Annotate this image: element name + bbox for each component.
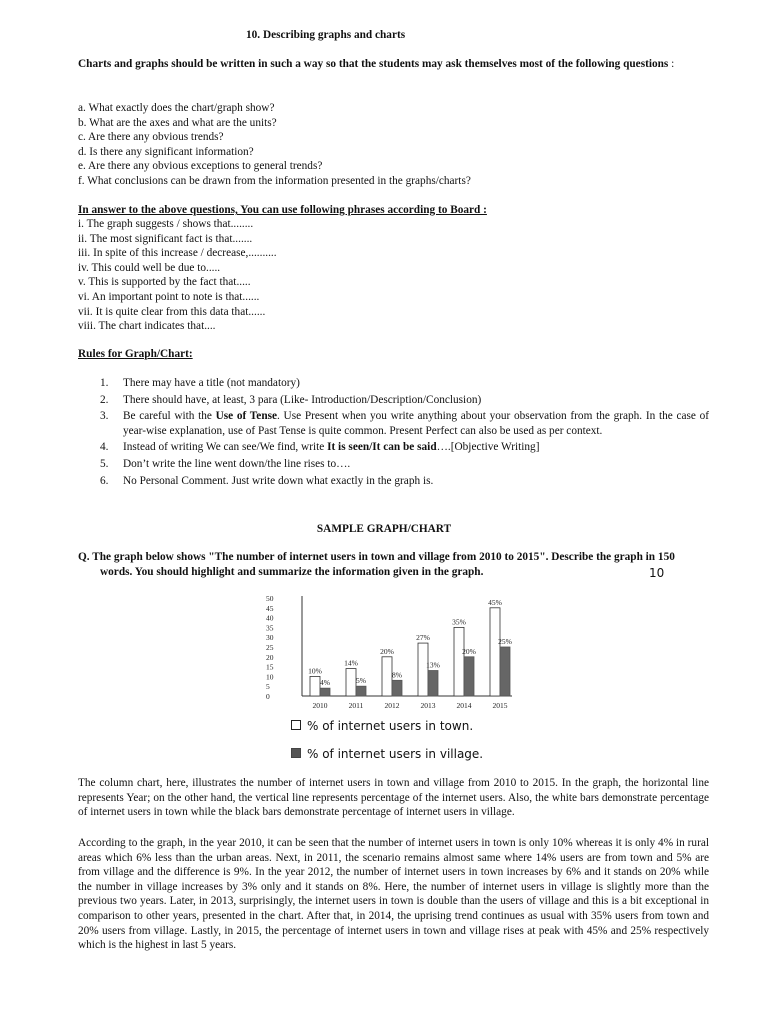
data-label: 4%	[320, 678, 330, 688]
page-number: 10	[649, 566, 665, 580]
legend-swatch-white	[291, 720, 301, 730]
village-bar	[356, 686, 366, 696]
data-label: 35%	[452, 617, 466, 627]
question-list	[78, 101, 718, 189]
rule-number: 5.	[100, 457, 109, 470]
legend-label-town: % of internet users in town.	[307, 719, 474, 733]
rule-item	[78, 376, 709, 391]
intro-paragraph	[78, 57, 709, 72]
x-tick-label: 2010	[312, 701, 328, 710]
village-bar	[392, 680, 402, 696]
x-tick-label: 2014	[456, 701, 472, 710]
y-tick-label: 30	[266, 633, 274, 643]
question-item: a. What exactly does the chart/graph show?	[78, 102, 275, 114]
y-tick-label: 10	[266, 672, 274, 682]
rules-list	[78, 376, 709, 490]
rule-number: 1.	[100, 377, 109, 389]
y-tick-label: 25	[266, 643, 274, 652]
y-tick-label: 40	[266, 613, 274, 623]
rule-text: There may have a title (not mandatory)	[123, 377, 300, 389]
phrase-item: vi. An important point to note is that......	[78, 290, 260, 303]
phrase-list	[78, 217, 718, 334]
bar-chart	[250, 592, 512, 712]
rule-number: 3.	[100, 410, 109, 423]
question-item: c. Are there any obvious trends?	[78, 131, 224, 144]
town-bar	[310, 676, 320, 696]
phrase-item: viii. The chart indicates that....	[78, 320, 216, 333]
x-tick-label: 2011	[348, 701, 364, 710]
rule-text: Be careful with the	[123, 410, 216, 423]
rule-text: ….[Objective Writing]	[436, 441, 540, 454]
y-tick-label: 5	[266, 682, 270, 692]
town-bar	[346, 669, 356, 696]
question-line-2: words. You should highlight and summarize the information given in the graph.	[100, 565, 484, 578]
rule-text: Instead of writing We can see/We find, write	[123, 441, 328, 454]
rule-text: No Personal Comment. Just write down what exactly in the graph is.	[123, 474, 434, 487]
legend-item-town	[291, 719, 473, 734]
data-label: 13%	[426, 660, 440, 670]
y-tick-label: 20	[266, 652, 274, 662]
town-bar	[418, 643, 428, 696]
data-label: 25%	[498, 637, 512, 646]
town-bar	[490, 608, 500, 696]
rule-number: 4.	[100, 441, 109, 454]
rule-text: There should have, at least, 3 para (Like- Introduction/Description/Conclusion)	[123, 393, 482, 406]
data-label: 10%	[308, 666, 322, 676]
phrase-item: i. The graph suggests / shows that........	[78, 218, 254, 230]
village-bar	[464, 657, 474, 696]
data-label: 20%	[380, 646, 394, 656]
phrase-item: ii. The most significant fact is that.......	[78, 232, 253, 245]
answer-heading: In answer to the above questions, You can use following phrases according to Board :	[78, 204, 487, 216]
rule-item	[78, 393, 709, 408]
town-bar	[454, 627, 464, 696]
legend-swatch-dark	[291, 748, 301, 758]
data-label: 5%	[356, 676, 366, 686]
body-paragraph: According to the graph, in the year 2010, it can be seen that the number of internet users in town is only 10% whereas it is only 4% in rural areas which 6% less than the urban areas. Next, in 2011, the scenario remains almost same where 14% users are from town and 5% are from village and the difference is 9%. In the year 2012, the number of internet users in town increases by 6% and it stands on 20% while the number in village increases by 3% only and it stands on 8%. Here, the number of internet users in village is slightly more than the previous two years. Later, in 2013, surprisingly, the internet users in town is double than the users of village and this is a bit exceptional in comparison to other years, presented in the chart. After that, in 2014, the uprising trend continues as usual with 35% users from town and 20% users from village. Lastly, in 2015, the percentage of internet users in town and village rises at peak with 45% and 25% respectively which is the highest in last 5 years.	[78, 837, 709, 952]
rule-text: Don’t write the line went down/the line rises to….	[123, 457, 351, 470]
x-tick-label: 2013	[420, 701, 436, 710]
data-label: 20%	[462, 646, 476, 656]
data-label: 27%	[416, 633, 430, 643]
body-paragraph: The column chart, here, illustrates the number of internet users in town and village from 2010 to 2015. In the graph, the horizontal line represents Year; on the other hand, the vertical line represents percentage of the internet users. Also, the white bars demonstrate percentage of internet users in town while the black bars demonstrate percentage of internet users in village.	[78, 777, 709, 819]
legend-item-village	[291, 747, 483, 762]
rule-item	[78, 409, 709, 438]
data-label: 8%	[392, 670, 402, 680]
village-bar	[320, 688, 330, 696]
rule-emphasis: Use of Tense	[215, 410, 278, 423]
rule-item	[78, 457, 709, 472]
data-label: 45%	[488, 597, 502, 607]
rule-item	[78, 474, 709, 489]
rule-number: 6.	[100, 474, 109, 487]
legend-label-village: % of internet users in village.	[307, 747, 484, 761]
phrase-item: vii. It is quite clear from this data that......	[78, 305, 266, 318]
y-tick-label: 0	[266, 692, 270, 701]
phrase-item: iv. This could well be due to.....	[78, 261, 221, 274]
village-bar	[428, 671, 438, 696]
page-title: 10. Describing graphs and charts	[246, 29, 406, 41]
question-item: e. Are there any obvious exceptions to general trends?	[78, 160, 323, 173]
rule-item	[78, 440, 709, 455]
rules-heading: Rules for Graph/Chart:	[78, 348, 193, 360]
y-tick-label: 35	[266, 623, 274, 633]
town-bar	[382, 657, 392, 696]
rule-emphasis: It is seen/It can be said	[327, 441, 437, 454]
x-tick-label: 2015	[492, 701, 508, 710]
rule-text: . Use Present when you write anything about your observation from the graph. In the case of year-wise explanation, use of Past Tense is quite common. Present Perfect can also be used as per context.	[123, 410, 710, 437]
intro-text: Charts and graphs should be written in such a way so that the students may ask themselves most of the following questions	[78, 58, 669, 70]
question-item: f. What conclusions can be drawn from the information presented in the graphs/charts?	[78, 174, 471, 187]
rule-number: 2.	[100, 393, 109, 406]
x-tick-label: 2012	[384, 701, 400, 710]
y-tick-label: 15	[266, 662, 274, 672]
y-tick-label: 45	[266, 603, 274, 613]
sample-question	[78, 550, 718, 579]
y-tick-label: 50	[266, 594, 274, 603]
intro-colon: :	[668, 58, 675, 70]
phrase-item: iii. In spite of this increase / decrease,..........	[78, 247, 277, 260]
question-item: d. Is there any significant information?	[78, 145, 254, 158]
phrase-item: v. This is supported by the fact that.....	[78, 276, 251, 289]
sample-heading: SAMPLE GRAPH/CHART	[316, 523, 452, 535]
village-bar	[500, 647, 510, 696]
data-label: 14%	[344, 658, 358, 668]
question-item: b. What are the axes and what are the units?	[78, 116, 277, 129]
question-line-1: Q. The graph below shows "The number of internet users in town and village from 2010 to 2015". Describe the graph in 150	[78, 551, 675, 563]
